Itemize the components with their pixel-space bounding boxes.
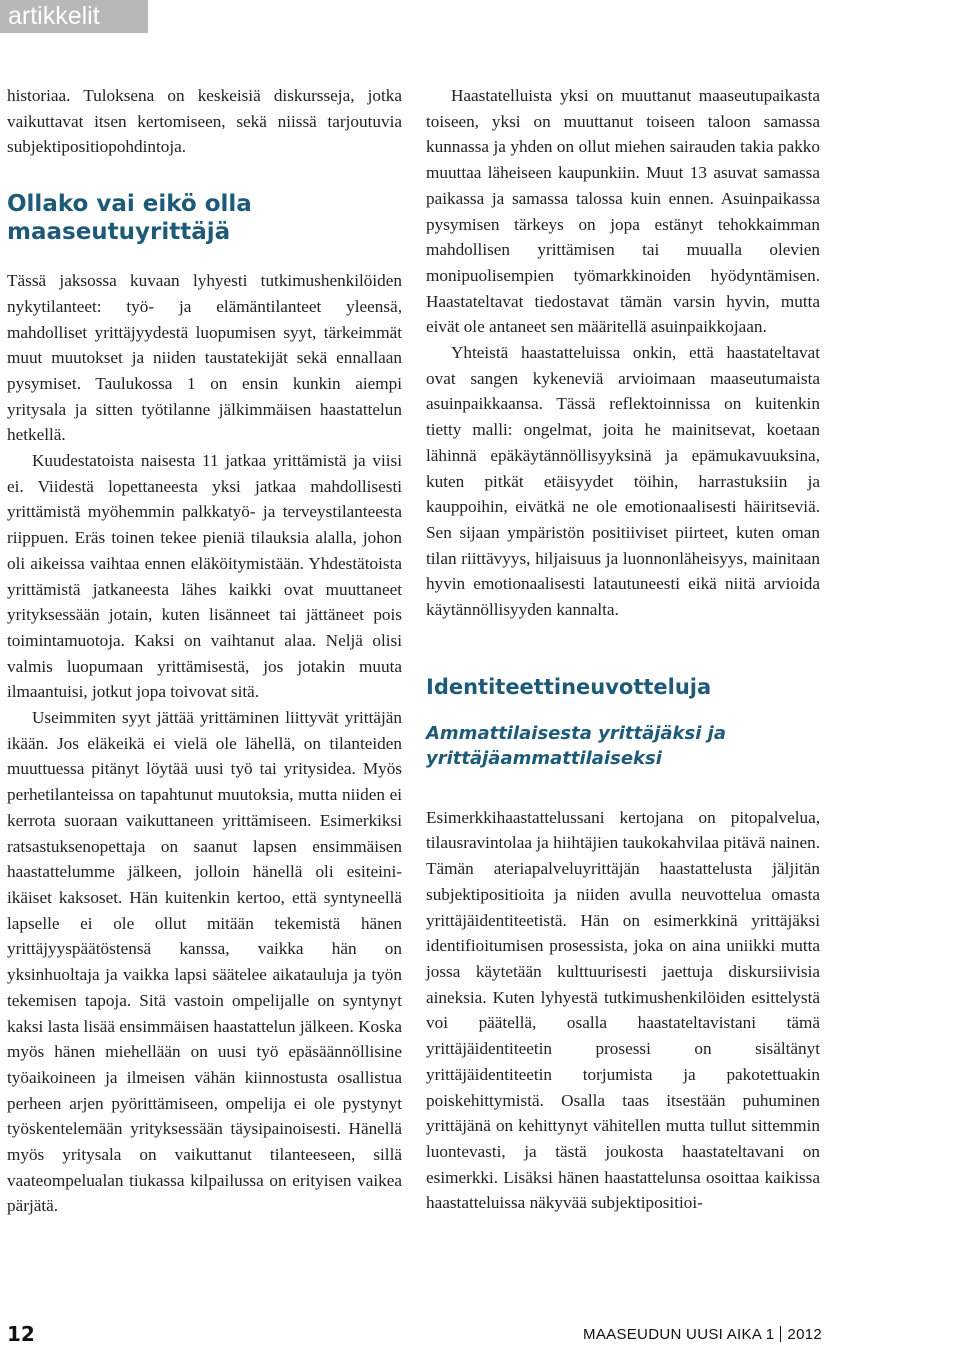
section-heading: Identiteettineuvotteluja	[426, 674, 712, 699]
paragraph: Tässä jaksossa kuvaan lyhyesti tutkimushenkilöiden nykytilanteet: työ- ja elämäntilanteet yleensä, mahdolliset yrittäjyydestä luopumisen syyt, tärkeimmät muut muutokset ja niiden taustatekijät sekä ennallaan pysymiset. Taulukossa 1 on ensin kunkin aiempi yritysala ja sitten työtilanne jälkimmäisen haastattelun hetkellä.	[7, 271, 402, 445]
paragraph: Haastatelluista yksi on muuttanut maaseutupaikasta toiseen, yksi on muuttanut toiseen taloon samassa kunnassa ja yhden on ollut miehen sairauden takia pakko muuttaa läheiseen kaupunkiin. Muut 13 asuvat samassa paikassa ja samassa talossa kuin ennen. Asuinpaikassa pysymisen tärkeys on jopa estänyt tehokkaimman mahdollisen yrittämisen tai muualla olevien monipuolisempien työmarkkinoiden hyödyntämisen. Haastateltavat tiedostavat tämän varsin hyvin, mutta eivät ole antaneet sen määritellä asuinpaikkojaan.	[426, 86, 820, 337]
page-number: 12	[7, 1322, 35, 1346]
paragraph: historiaa. Tuloksena on keskeisiä diskursseja, jotka vaikuttavat itsen kertomiseen, sekä niissä tarjoutuvia subjektipositiopohdintoja.	[7, 86, 402, 157]
paragraph: Kuudestatoista naisesta 11 jatkaa yrittämistä ja viisi ei. Viidestä lopettaneesta yksi jatkaa mahdollisesti yrittämistä myöhemmin palkkatyö- ja terveystilanteesta riippuen. Eräs toinen tekee pieniä tilauksia alalla, johon oli aikeissa vaihtaa ennen eläköitymistään. Yhdestätoista yrittämistä jatkaneesta lähes kaikki ovat muuttaneet yrityksessään jotain, kuten lisänneet tai jättäneet pois toimintamuotoja. Kaksi on vaihtanut alaa. Neljä olisi valmis luopumaan yrittämisestä, jos jotakin muuta ilmaantuisi, jotkut jopa toivovat sitä.	[7, 451, 402, 702]
magazine-footer	[583, 1326, 822, 1343]
left-column	[7, 83, 402, 1219]
section-heading: Ollako vai eikö olla maaseutuyrittäjä	[7, 191, 252, 246]
paragraph: Yhteistä haastatteluissa onkin, että haastateltavat ovat sangen kykeneviä arvioimaan maaseutumaista asuinpaikkaansa. Tässä reflektoinnissa on kuitenkin tietty malli: ongelmat, joita he mainitsevat, koetaan lähinnä epäkäytännöllisyyksinä ja epämukavuuksina, kuten pitkät etäisyydet töihin, harrastuksiin ja kauppoihin, eivätkä ne ole emotionaalisesti häiritseviä. Sen sijaan ympäristön positiiviset piirteet, kuten oman tilan riittävyys, hiljaisuus ja luonnonläheisyys, mainitaan hyvin emotionaalisesti latautuneesti eikä niitä arvioida käytännöllisyyden kannalta.	[426, 343, 820, 620]
issue-number: 1	[765, 1326, 775, 1343]
issue-year: 2012	[787, 1326, 822, 1343]
section-tab: artikkelit	[0, 0, 148, 33]
magazine-title: MAASEUDUN UUSI AIKA	[583, 1326, 762, 1343]
paragraph: Useimmiten syyt jättää yrittäminen liittyvät yrittäjän ikään. Jos eläkeikä ei vielä ole lähellä, on tilanteiden muuttuessa pitänyt löytää uusi työ tai yritysidea. Myös perhetilanteissa on tapahtunut muutoksia, mutta niiden ei kerrota suoraan vaikuttaneen yrittämiseen. Esimerkiksi ratsastuksenopettaja on saanut lapsen ensimmäisen haastattelumme jälkeen, jolloin hänellä oli esiteini-ikäiset kaksoset. Hän kuitenkin kertoo, että syntyneellä lapselle ei ole ollut mitään tekemistä hänen yrittäjyyspäätöstensä kanssa, vaikka hän on yksinhuoltaja ja vaikka lapsi säätelee aikatauluja ja työn tekemisen tapoja. Sitä vastoin ompelijalle on syntynyt kaksi lasta lisää ensimmäisen haastattelun jälkeen. Koska myös hänen miehellään on uusi työ epäsäännöllisine työaikoineen ja ilmeisen vähän kiinnostusta osallistua perheen arjen pyörittämiseen, ompelija ei ole pystynyt työskentelemään yrityksessään täysipainoisesti. Hänellä myös yritysala on vaikuttanut tilanteeseen, sillä vaateompelualan tiukassa kilpailussa on erityisen vaikea pärjätä.	[7, 708, 402, 1216]
subsection-heading: Ammattilaisesta yrittäjäksi ja yrittäjäammattilaiseksi	[426, 722, 726, 769]
footer-divider	[780, 1326, 781, 1342]
right-column	[426, 83, 820, 1216]
paragraph: Esimerkkihaastattelussani kertojana on pitopalvelua, tilausravintolaa ja hiihtäjien taukokahvilaa pitävä nainen. Tämän ateriapalveluyrittäjän haastattelusta jäljitän subjektipositioita ja niiden avulla neuvottelua omasta yrittäjäidentiteetistä. Hän on esimerkkinä yrittäjäksi identifioitumisen prosessista, joka on aina uniikki mutta jossa käytetään kulttuurisesti jaettuja diskursiivisia aineksia. Kuten lyhyestä tutkimushenkilöiden esittelystä voi päätellä, osalla haastateltavistani tämä yrittäjäidentiteetin prosessi on sisältänyt yrittäjäidentiteetin torjumista ja pakotettuakin poiskehittymistä. Osalla taas itsestään puhuminen yrittäjänä on kehittynyt vähitellen mutta tullut sittemmin luontevasti, ja tästä joukosta haastateltavani on esimerkki. Lisäksi hänen haastattelunsa osoittaa kaikissa haastatteluissa näkyvää subjektipositioi-	[426, 807, 820, 1213]
